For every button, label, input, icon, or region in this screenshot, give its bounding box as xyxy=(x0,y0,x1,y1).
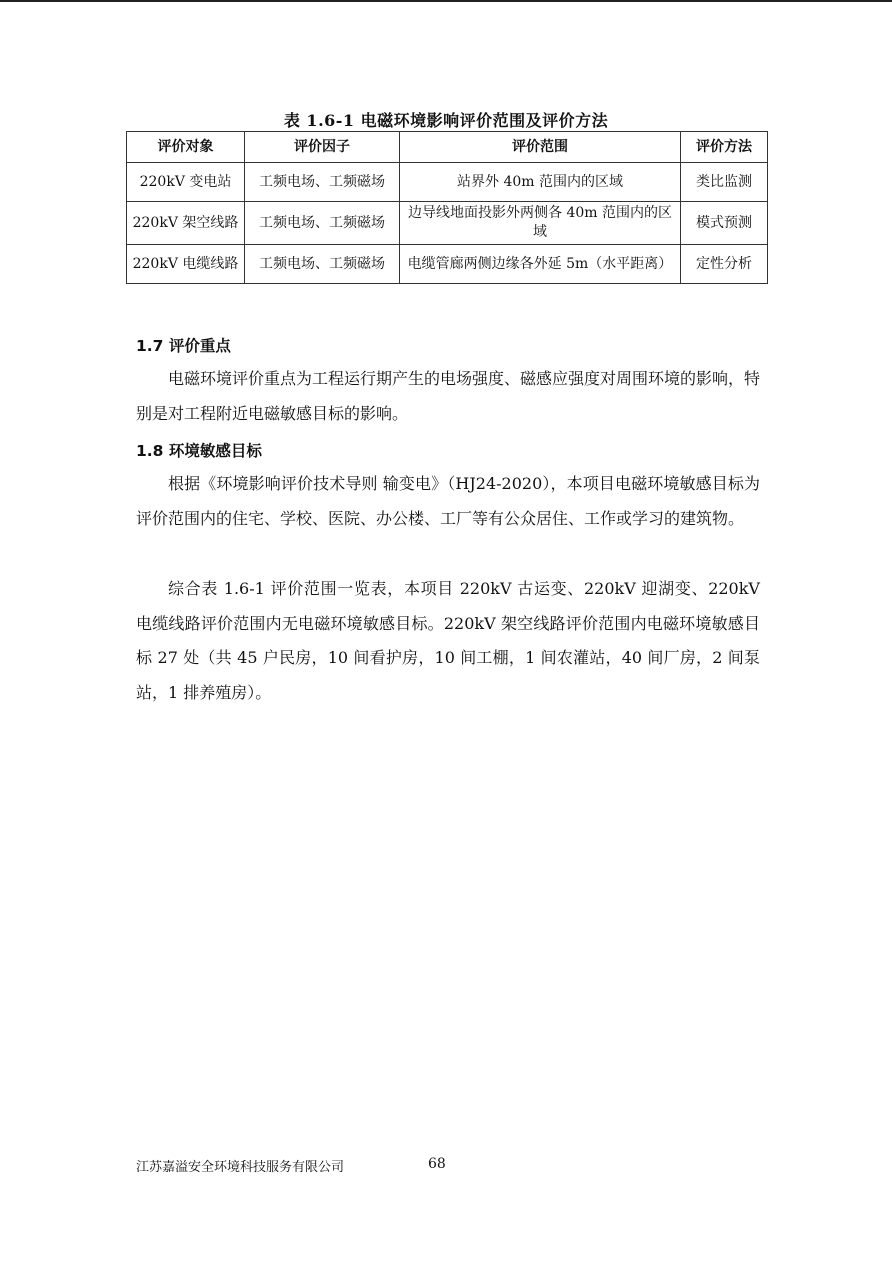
paragraph-sensitive-targets-summary: 综合表 1.6-1 评价范围一览表，本项目 220kV 古运变、220kV 迎湖变、220kV 电缆线路评价范围内无电磁环境敏感目标。220kV 架空线路评价范围内电磁环境敏感目标 27 处（共 45 户民房，10 间看护房，10 间工棚，1 间农灌站，40 间厂房，2 间泵站，1 排养殖房）。 xyxy=(136,579,760,702)
cell-method: 类比监测 xyxy=(681,163,768,202)
top-border-rule xyxy=(0,0,892,2)
cell-scope: 电缆管廊两侧边缘各外延 5m（水平距离） xyxy=(400,245,681,284)
table-row xyxy=(127,245,768,284)
cell-object: 220kV 变电站 xyxy=(127,163,245,202)
cell-object: 220kV 架空线路 xyxy=(127,202,245,245)
header-evaluation-object: 评价对象 xyxy=(127,132,245,163)
paragraph-sensitive-targets-definition: 根据《环境影响评价技术导则 输变电》（HJ24-2020），本项目电磁环境敏感目标为评价范围内的住宅、学校、医院、办公楼、工厂等有公众居住、工作或学习的建筑物。 xyxy=(136,474,760,528)
cell-method: 模式预测 xyxy=(681,202,768,245)
cell-scope: 边导线地面投影外两侧各 40m 范围内的区域 xyxy=(400,202,681,245)
cell-factor: 工频电场、工频磁场 xyxy=(245,245,400,284)
table-header-row xyxy=(127,132,768,163)
header-evaluation-factor: 评价因子 xyxy=(245,132,400,163)
header-evaluation-scope: 评价范围 xyxy=(400,132,681,163)
cell-factor: 工频电场、工频磁场 xyxy=(245,163,400,202)
cell-method: 定性分析 xyxy=(681,245,768,284)
table-row xyxy=(127,163,768,202)
cell-scope: 站界外 40m 范围内的区域 xyxy=(400,163,681,202)
paragraph-evaluation-focus: 电磁环境评价重点为工程运行期产生的电场强度、磁感应强度对周围环境的影响，特别是对工程附近电磁敏感目标的影响。 xyxy=(136,369,761,423)
table-row xyxy=(127,202,768,245)
footer-company-name: 江苏嘉溢安全环境科技服务有限公司 xyxy=(136,1160,345,1175)
header-evaluation-method: 评价方法 xyxy=(681,132,768,163)
evaluation-table xyxy=(126,131,768,284)
cell-factor: 工频电场、工频磁场 xyxy=(245,202,400,245)
section-heading-1-7: 1.7 评价重点 xyxy=(136,337,231,355)
table-caption: 表 1.6-1 电磁环境影响评价范围及评价方法 xyxy=(283,111,609,130)
cell-object: 220kV 电缆线路 xyxy=(127,245,245,284)
page-number: 68 xyxy=(428,1156,446,1172)
section-heading-1-8: 1.8 环境敏感目标 xyxy=(136,442,262,460)
